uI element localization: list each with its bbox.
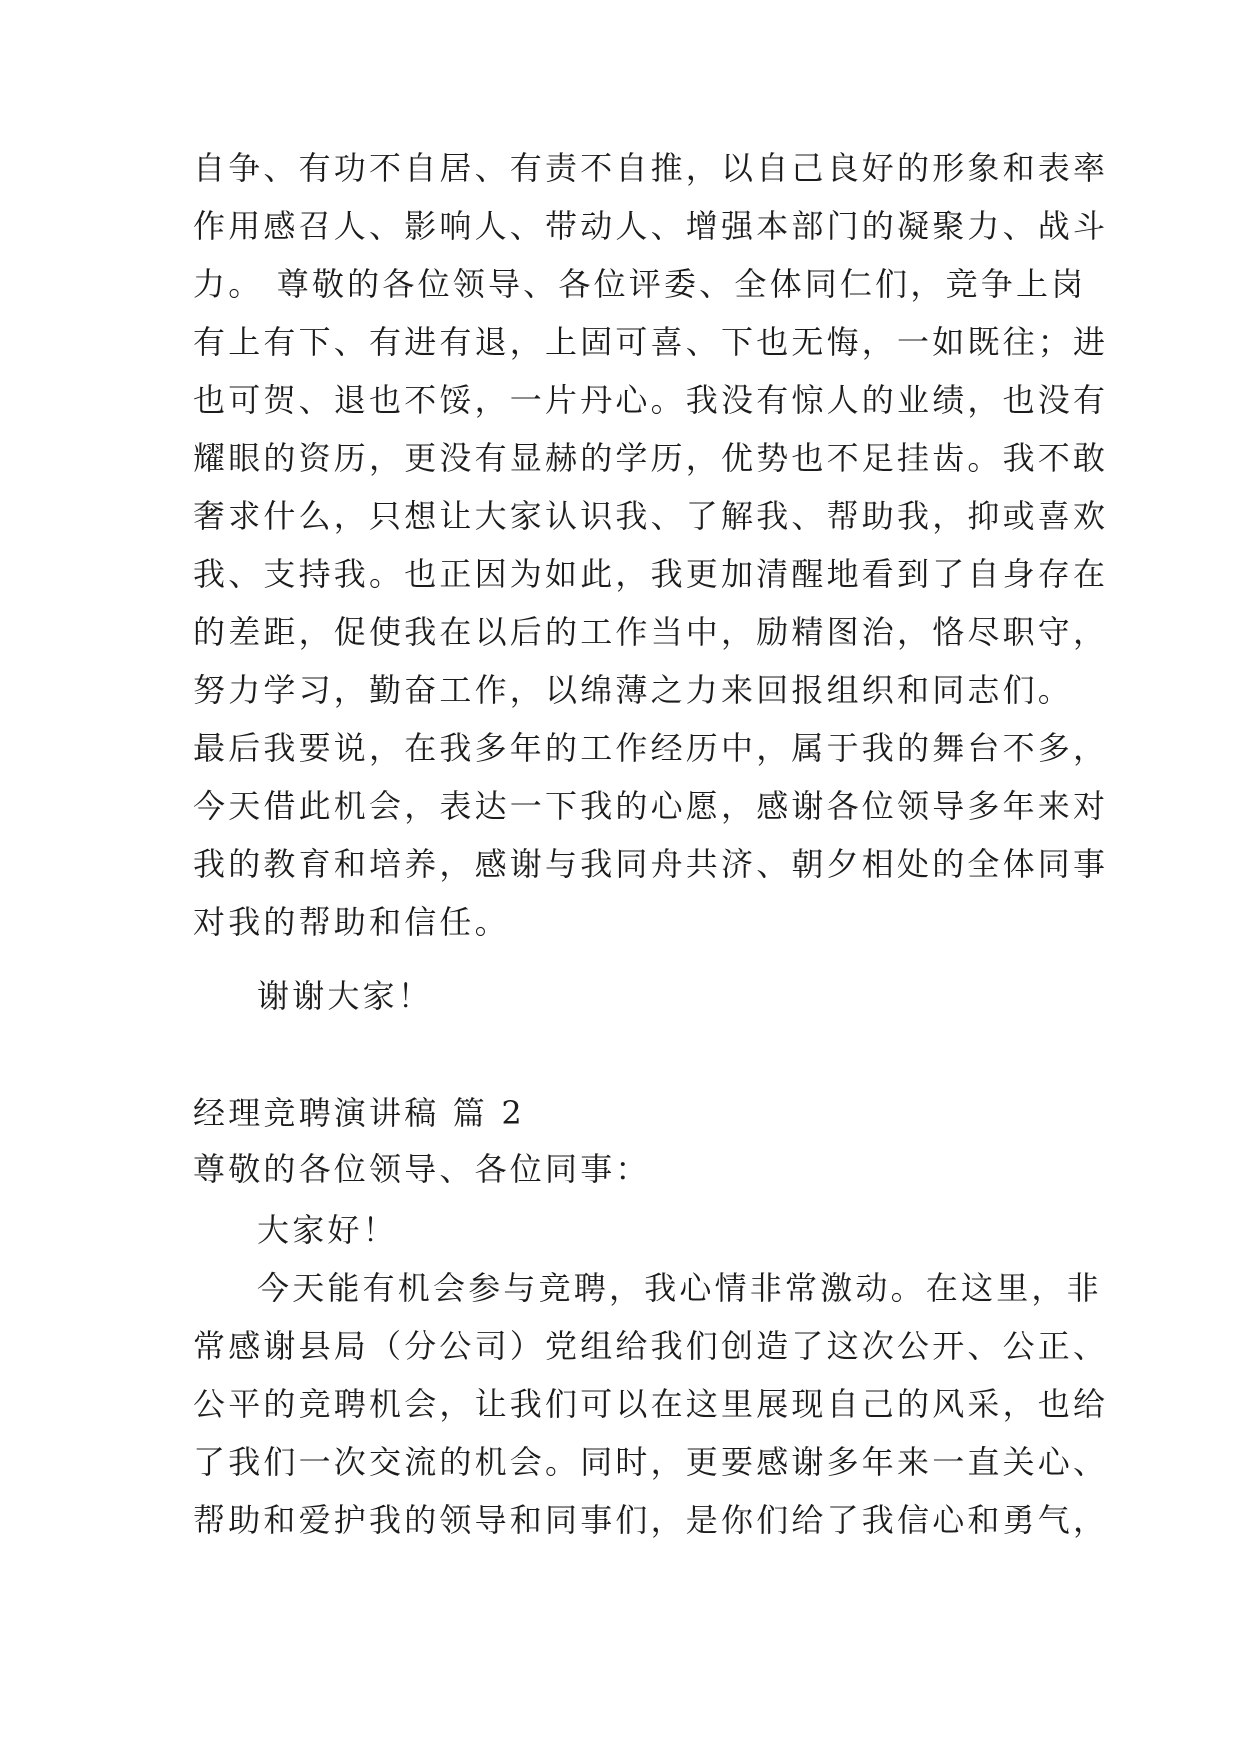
greeting: 大家好！ xyxy=(257,1211,398,1249)
text-line: 的差距，促使我在以后的工作当中，励精图治，恪尽职守， xyxy=(193,613,1109,651)
section-title: 经理竞聘演讲稿 篇 2 xyxy=(193,1094,525,1132)
text-line: 常感谢县局（分公司）党组给我们创造了这次公开、公正、 xyxy=(193,1327,1109,1365)
text-line: 也可贺、退也不馁，一片丹心。我没有惊人的业绩，也没有 xyxy=(193,381,1109,419)
salutation: 尊敬的各位领导、各位同事： xyxy=(193,1150,651,1188)
text-line: 今天能有机会参与竞聘，我心情非常激动。在这里，非 xyxy=(257,1269,1102,1307)
text-line: 我的教育和培养，感谢与我同舟共济、朝夕相处的全体同事 xyxy=(193,845,1109,883)
text-line: 最后我要说，在我多年的工作经历中，属于我的舞台不多， xyxy=(193,729,1109,767)
text-line: 有上有下、有进有退，上固可喜、下也无悔，一如既往；进 xyxy=(193,323,1109,361)
closing-text: 谢谢大家！ xyxy=(257,977,434,1015)
text-line: 作用感召人、影响人、带动人、增强本部门的凝聚力、战斗 xyxy=(193,207,1109,245)
text-line: 力。 尊敬的各位领导、各位评委、全体同仁们，竞争上岗 xyxy=(193,265,1087,303)
text-line: 自争、有功不自居、有责不自推，以自己良好的形象和表率 xyxy=(193,149,1109,187)
text-line: 今天借此机会，表达一下我的心愿，感谢各位领导多年来对 xyxy=(193,787,1109,825)
text-line: 我、支持我。也正因为如此，我更加清醒地看到了自身存在 xyxy=(193,555,1109,593)
text-line: 耀眼的资历，更没有显赫的学历，优势也不足挂齿。我不敢 xyxy=(193,439,1109,477)
text-line: 了我们一次交流的机会。同时，更要感谢多年来一直关心、 xyxy=(193,1443,1109,1481)
text-line: 对我的帮助和信任。 xyxy=(193,903,510,941)
text-line: 帮助和爱护我的领导和同事们，是你们给了我信心和勇气， xyxy=(193,1501,1109,1539)
text-line: 努力学习，勤奋工作，以绵薄之力来回报组织和同志们。 xyxy=(193,671,1074,709)
text-line: 公平的竞聘机会，让我们可以在这里展现自己的风采，也给 xyxy=(193,1385,1109,1423)
text-line: 奢求什么，只想让大家认识我、了解我、帮助我，抑或喜欢 xyxy=(193,497,1109,535)
